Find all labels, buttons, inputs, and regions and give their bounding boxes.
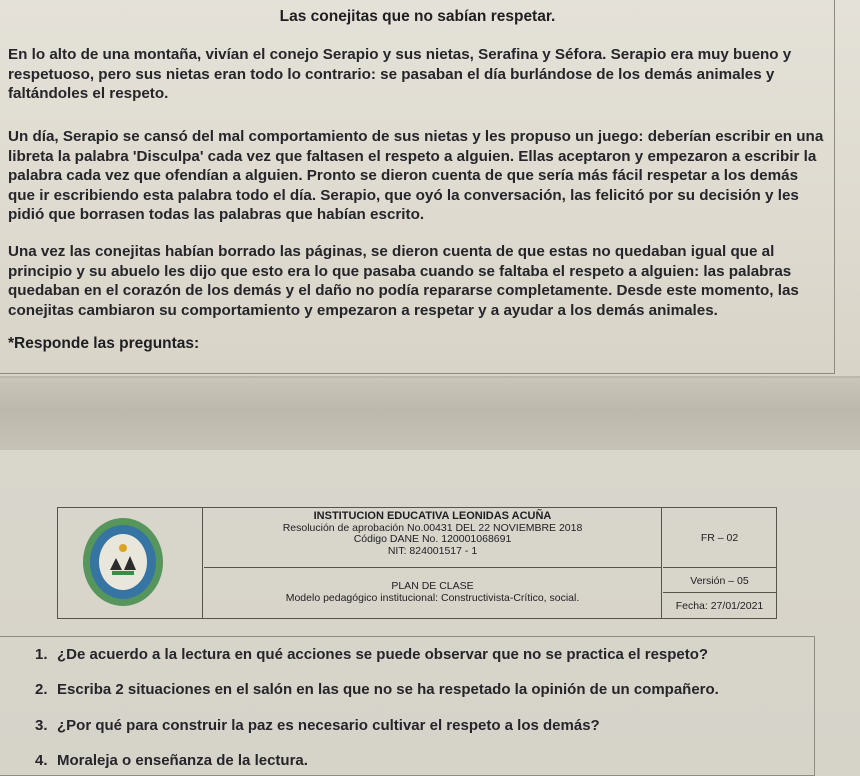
question-number: 2. — [35, 681, 48, 698]
nit-number: NIT: 824001517 - 1 — [387, 544, 478, 557]
form-date: Fecha: 27/01/2021 — [675, 600, 764, 612]
story-title: Las conejitas que no sabían respetar. — [279, 8, 556, 25]
answer-prompt: *Responde las preguntas: — [8, 335, 200, 352]
question-item — [35, 681, 719, 698]
question-item — [35, 752, 308, 769]
questions-list — [0, 636, 815, 776]
question-text: Escriba 2 situaciones en el salón en las que no se ha respetado la opinión de un compañero. — [57, 681, 719, 698]
story-paragraph-2: Un día, Serapio se cansó del mal comportamiento de sus nietas y les propuso un juego: deberían escribir en una libreta la palabra 'Disculpa' cada vez que faltasen el respeto a alguien. Ellas aceptaron y empezaron a escribir la palabra cada vez que ofendían a alguien. Pronto se dieron cuenta de que sería más fácil respetar a los demás que ir escribiendo esta palabra todo el día. Serapio, que oyó la conversación, las felicitó por su decisión y les pidió que borrasen todas las palabras que habían escrito. — [8, 128, 824, 223]
question-number: 1. — [35, 646, 48, 663]
plan-title: PLAN DE CLASE — [391, 580, 474, 592]
question-item — [35, 717, 600, 734]
desk-gap — [0, 378, 860, 450]
question-text: Moraleja o enseñanza de la lectura. — [57, 752, 308, 769]
logo-cell — [58, 508, 203, 618]
pedagogical-model: Modelo pedagógico institucional: Constructivista-Crítico, social. — [285, 592, 580, 604]
plan-info — [204, 568, 662, 618]
story-sheet — [0, 0, 860, 378]
story-paragraph-1: En lo alto de una montaña, vivían el conejo Serapio y sus nietas, Serafina y Séfora. Serapio era muy bueno y respetuoso, pero sus nietas eran todo lo contrario: se pasaban el día burlándose de los demás animales y faltándoles el respeto. — [8, 46, 792, 102]
question-number: 4. — [35, 752, 48, 769]
resolution-text: Resolución de aprobación No.00431 DEL 22 NOVIEMBRE 2018 — [282, 521, 583, 534]
institution-header-table — [57, 507, 777, 619]
question-text: ¿De acuerdo a la lectura en qué acciones se puede observar que no se practica el respeto? — [57, 646, 709, 663]
form-version: Versión – 05 — [663, 568, 776, 593]
form-code: FR – 02 — [663, 508, 776, 568]
dane-code: Código DANE No. 120001068691 — [353, 533, 512, 545]
question-item — [35, 646, 708, 663]
story-paragraph-3: Una vez las conejitas habían borrado las páginas, se dieron cuenta de que estas no quedaban igual que al principio y su abuelo les dijo que esto era lo que pasaba cuando se faltaba el respeto a alguien: las palabras quedaban en el corazón de los demás y el daño no podía repararse completamente. Desde este momento, las conejitas cambiaron su comportamiento y empezaron a respetar y a ayudar a los demás animales. — [8, 243, 799, 319]
question-text: ¿Por qué para construir la paz es necesario cultivar el respeto a los demás? — [57, 717, 600, 734]
question-number: 3. — [35, 717, 48, 734]
institution-info — [204, 508, 662, 568]
school-crest-icon — [80, 514, 166, 610]
institution-name: INSTITUCION EDUCATIVA LEONIDAS ACUÑA — [313, 510, 552, 522]
